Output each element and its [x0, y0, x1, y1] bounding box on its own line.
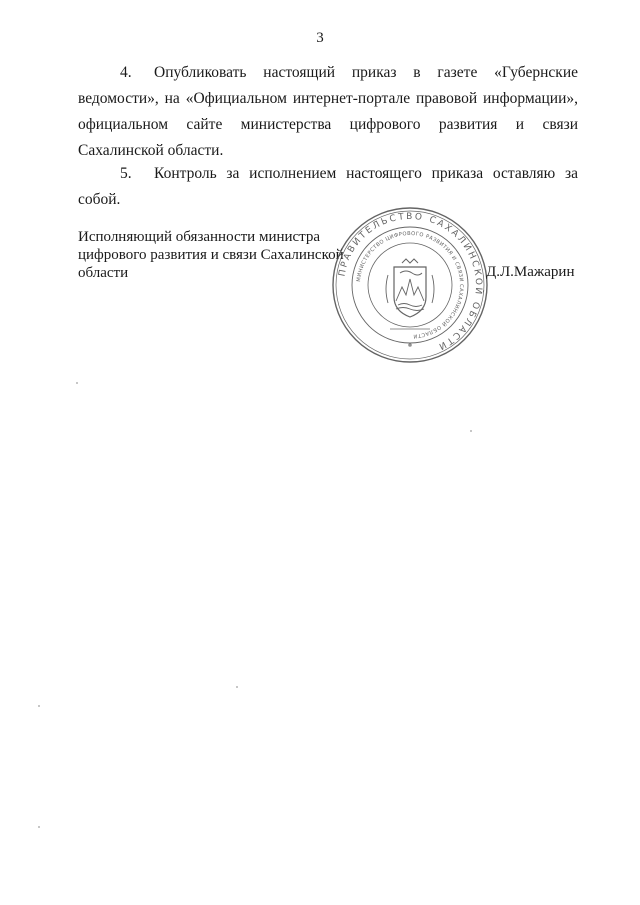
paragraph-4 [78, 60, 578, 164]
paragraph-number: 5. [120, 165, 132, 182]
scan-speck [470, 430, 472, 432]
paragraph-number: 4. [120, 64, 132, 81]
page-number: 3 [316, 30, 324, 46]
signatory-title [78, 228, 348, 282]
paragraph-text: Опубликовать настоящий приказ в газете «Губернские ведомости», на «Официальном интернет-портале правовой информации», официальном сайте министерства цифрового развития и связи Сахалинской области. [78, 64, 578, 159]
signatory-title-line: Исполняющий обязанности министра [78, 229, 321, 245]
scan-speck [236, 686, 238, 688]
seal-inner-text: МИНИСТЕРСТВО ЦИФРОВОГО РАЗВИТИЯ И СВЯЗИ САХАЛИНСКОЙ ОБЛАСТИ [356, 230, 465, 339]
signatory-title-line: области [78, 265, 129, 281]
paragraph-5 [78, 161, 578, 213]
official-seal [330, 205, 490, 365]
scan-speck [38, 705, 40, 707]
seal-outer-text: ПРАВИТЕЛЬСТВО САХАЛИНСКОЙ ОБЛАСТИ [337, 211, 484, 352]
scan-speck [76, 382, 78, 384]
signatory-title-line: цифрового развития и связи Сахалинской [78, 247, 344, 263]
seal-graphic [330, 205, 490, 365]
paragraph-text: Контроль за исполнением настоящего приказа оставляю за собой. [78, 165, 578, 208]
signatory-name: Д.Л.Мажарин [486, 264, 575, 280]
coat-of-arms-icon [386, 259, 434, 317]
scan-speck [38, 826, 40, 828]
